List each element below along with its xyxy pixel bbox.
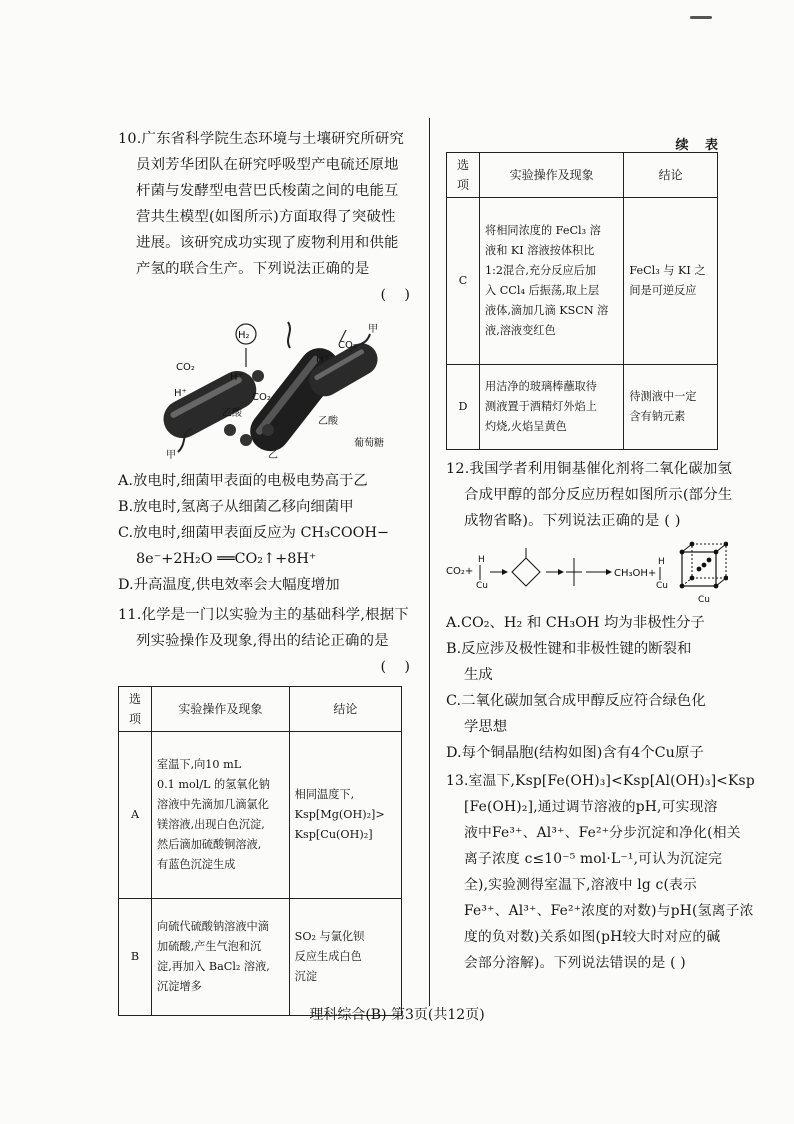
q12-line: 12.我国学者利用铜基催化剂将二氧化碳加氢 [446, 461, 733, 477]
cell-line: 反应生成白色 [294, 950, 362, 963]
cell-line: SO₂ 与氯化钡 [294, 930, 365, 943]
q12-option-b: B.反应涉及极性键和非极性键的断裂和 [446, 641, 692, 657]
row-label: D [447, 365, 480, 450]
answer-paren: ( ) [380, 287, 410, 303]
table-row [119, 899, 402, 1016]
continued-label: 续 表 [675, 138, 724, 153]
cell-line: FeCl₃ 与 KI 之 [629, 264, 706, 277]
row-label: C [447, 198, 480, 365]
q10-option-d: D.升高温度,供电效率会大幅度增加 [118, 577, 340, 593]
row-conclusion [624, 198, 718, 365]
answer-paren: ( ) [380, 659, 410, 675]
cell-line: 相同温度下, [294, 788, 355, 801]
q12-option-a: A.CO₂、H₂ 和 CH₃OH 均为非极性分子 [446, 615, 705, 631]
q12-line: 成物省略)。下列说法正确的是 ( ) [464, 513, 681, 529]
q10-line: 10.广东省科学院生态环境与土壤研究所研究 [118, 131, 405, 147]
q12-option-c: C.二氧化碳加氢合成甲醇反应符合绿色化 [446, 693, 706, 709]
page-footer: 理科综合(B) 第3页(共12页) [309, 1007, 485, 1023]
cell-line: 室温下,向10 mL [157, 758, 242, 771]
cell-line: 液,溶液变红色 [485, 324, 556, 337]
cell-line: 镁溶液,出现白色沉淀, [157, 818, 265, 831]
table-header-row [119, 687, 402, 732]
cell-line: 待测液中一定 [629, 390, 697, 403]
scheme-product: CH₃OH+ [614, 568, 657, 579]
question-12 [446, 456, 733, 766]
q10-option-b: B.放电时,氢离子从细菌乙移向细菌甲 [118, 499, 354, 515]
figure-label: H⁺ [230, 372, 243, 383]
figure-label: 甲 [166, 450, 176, 461]
header-operation: 实验操作及现象 [152, 687, 290, 732]
q13-line: 液中Fe³⁺、Al³⁺、Fe²⁺分步沉淀和净化(相关 [464, 825, 741, 841]
cell-line: Ksp[Mg(OH)₂]> [294, 808, 385, 821]
row-operation [152, 732, 290, 899]
row-conclusion [624, 365, 718, 450]
figure-label: H₂ [238, 330, 250, 341]
scheme-h: H [478, 555, 485, 565]
figure-label: 乙 [268, 450, 278, 461]
header-option: 选项 [447, 153, 480, 198]
question-13 [446, 768, 755, 976]
row-conclusion [289, 732, 401, 899]
q12-option-b-cont: 生成 [464, 667, 493, 683]
cell-line: 液体,滴加几滴 KSCN 溶 [485, 304, 609, 317]
figure-label: 乙酸 [222, 408, 242, 419]
q12-option-d: D.每个铜晶胞(结构如图)含有4个Cu原子 [446, 745, 704, 761]
q10-line: 杆菌与发酵型电营巴氏梭菌之间的电能互 [136, 183, 399, 199]
q13-line: 全),实验测得室温下,溶液中 lg c(表示 [464, 877, 698, 893]
cell-line: 淀,再加入 BaCl₂ 溶液, [157, 960, 270, 973]
q10-line: 营共生模型(如图所示)方面取得了突破性 [136, 209, 396, 225]
q13-line: 离子浓度 c≤10⁻⁵ mol·L⁻¹,可认为沉淀完 [464, 851, 723, 867]
figure-label: CO₂ [176, 362, 195, 373]
continued-table [446, 152, 718, 450]
table-row [119, 732, 402, 899]
table-header-row [447, 153, 718, 198]
cell-line: 有蓝色沉淀生成 [157, 858, 236, 871]
scheme-co2: CO₂+ [446, 566, 474, 577]
question-11 [118, 602, 410, 1016]
row-conclusion [289, 899, 401, 1016]
cell-line: 0.1 mol/L 的氢氧化钠 [157, 778, 270, 791]
cell-line: 测液置于酒精灯外焰上 [485, 400, 597, 413]
cell-line: 沉淀增多 [157, 980, 202, 993]
reaction-scheme [446, 538, 728, 608]
cell-line: 间是可逆反应 [629, 284, 697, 297]
table-row [447, 365, 718, 450]
column-divider [429, 118, 430, 1006]
q13-line: 13.室温下,Ksp[Fe(OH)₃]<Ksp[Al(OH)₃]<Ksp [446, 773, 755, 789]
row-operation [480, 198, 624, 365]
q10-option-c-cont: 8e⁻+2H₂O ══CO₂↑+8H⁺ [136, 551, 317, 567]
figure-label: CO₂ [338, 340, 357, 351]
header-operation: 实验操作及现象 [480, 153, 624, 198]
figure-label: H⁺ [316, 354, 329, 365]
cell-line: 灼烧,火焰呈黄色 [485, 420, 567, 433]
right-column [446, 126, 755, 976]
scan-mark [690, 16, 712, 19]
cell-line: 入 CCl₄ 后振荡,取上层 [485, 284, 600, 297]
scheme-cu2: Cu [656, 581, 668, 591]
q10-option-c: C.放电时,细菌甲表面反应为 CH₃COOH− [118, 525, 390, 541]
q12-line: 合成甲醇的部分反应历程如图所示(部分生 [464, 487, 733, 503]
figure-label: H⁺ [174, 388, 187, 399]
cell-line: 液和 KI 溶液按体积比 [485, 244, 595, 257]
header-option: 选项 [119, 687, 152, 732]
cell-line: Ksp[Cu(OH)₂] [294, 828, 373, 841]
q13-line: 度的负对数)关系如图(pH较大时对应的碱 [464, 929, 721, 945]
q11-line: 列实验操作及现象,得出的结论正确的是 [136, 633, 389, 649]
figure-label: 乙酸 [318, 416, 338, 427]
cell-line: 然后滴加硫酸铜溶液, [157, 838, 262, 851]
scheme-h2: H [658, 557, 665, 567]
q13-line: Fe³⁺、Al³⁺、Fe²⁺浓度的对数)与pH(氢离子浓 [464, 903, 754, 919]
header-conclusion: 结论 [624, 153, 718, 198]
scheme-cell-label: Cu [698, 595, 710, 605]
cell-line: 沉淀 [294, 970, 318, 983]
figure-label: 葡萄糖 [354, 438, 384, 449]
figure-label: 甲 [368, 324, 378, 335]
q10-line: 进展。该研究成功实现了废物利用和供能 [136, 235, 399, 251]
q13-line: 会部分溶解)。下列说法错误的是 ( ) [464, 955, 686, 971]
left-column [118, 126, 410, 1016]
row-operation [480, 365, 624, 450]
q12-option-c-cont: 学思想 [464, 719, 508, 735]
bacteria-figure [118, 312, 410, 462]
figure-label: CO₂ [252, 392, 271, 403]
cell-line: 含有钠元素 [629, 410, 686, 423]
q10-line: 员刘芳华团队在研究呼吸型产电硫还原地 [136, 157, 399, 173]
cell-line: 溶液中先滴加几滴氯化 [157, 798, 269, 811]
scheme-cu: Cu [476, 581, 488, 591]
q10-option-a: A.放电时,细菌甲表面的电极电势高于乙 [118, 473, 368, 489]
cell-line: 将相同浓度的 FeCl₃ 溶 [485, 224, 601, 237]
q11-line: 11.化学是一门以实验为主的基础科学,根据下 [118, 607, 409, 623]
table-row [447, 198, 718, 365]
experiment-table [118, 686, 402, 1016]
cell-line: 1:2混合,充分反应后加 [485, 264, 597, 277]
cell-line: 加硫酸,产生气泡和沉 [157, 940, 262, 953]
cell-line: 用洁净的玻璃棒蘸取待 [485, 380, 597, 393]
row-operation [152, 899, 290, 1016]
header-conclusion: 结论 [289, 687, 401, 732]
row-label: B [119, 899, 152, 1016]
cell-line: 向硫代硫酸钠溶液中滴 [157, 920, 269, 933]
q13-line: [Fe(OH)₂],通过调节溶液的pH,可实现溶 [464, 799, 718, 815]
q10-line: 产氢的联合生产。下列说法正确的是 [136, 261, 370, 277]
row-label: A [119, 732, 152, 899]
question-10 [118, 126, 410, 598]
